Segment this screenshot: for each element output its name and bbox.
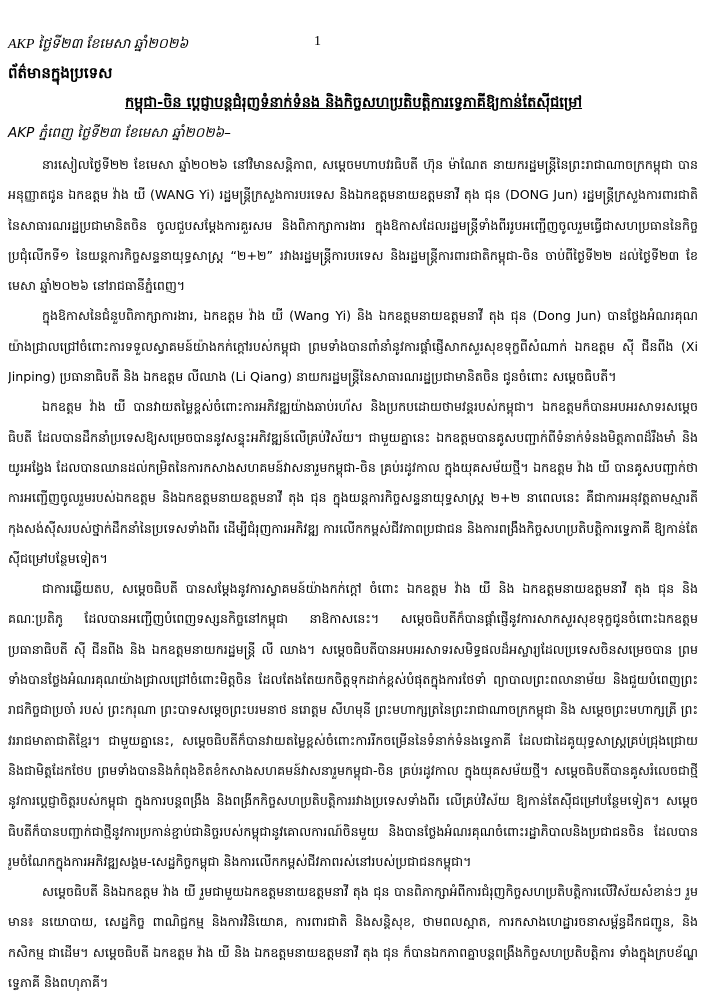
paragraph: ឯកឧត្តម វ៉ាង យី បានវាយតម្លៃខ្ពស់ចំពោះការអភិវឌ្ឍយ៉ាងឆាប់រហ័ស និងប្រកបដោយថាមវន្តរបស់កម្ពុជា។ ឯកឧត្តមក៏បានអបអរសាទរសម្តេចធិបតី ដែលបានដឹកនាំប្រទេសឱ្យសម្រេចបាននូវសន្ទុះអភិវឌ្ឍន៍លើគ្រប់វិស័យ។ ជាមួយគ្នានេះ ឯកឧត្តមបានគូសបញ្ជាក់ពីទំនាក់ទំនងមិត្តភាពដ៏រឹងមាំ និងយូរអង្វែង ដែលបានឈានដល់កម្រិតនៃការកសាងសហគមន៍វាសនារួមកម្ពុជា-ចិន គ្រប់រដូវកាល ក្នុងយុគសម័យថ្មី។ ឯកឧត្តម វ៉ាង យី បានគូសបញ្ជាក់ថា ការអញ្ជើញចូលរួមរបស់ឯកឧត្តម និងឯកឧត្តមនាយឧត្តមនាវី តុង ជុន ក្នុងយន្តការកិច្ចសន្ទនាយុទ្ធសាស្ត្រ ២+២ នាពេលនេះ គឺជាការអនុវត្តតាមស្មារតីកុងសង់ស៊ីសរបស់ថ្នាក់ដឹកនាំនៃប្រទេសទាំងពីរ ដើម្បីជំរុញការអភិវឌ្ឍ ការលើកកម្ពស់ជីវភាពប្រជាជន និងការពង្រឹងកិច្ចសហប្រតិបត្តិការទ្វេភាគី ឱ្យកាន់តែស៊ីជម្រៅបន្ថែមទៀត។ — [8, 399, 698, 566]
paragraph: ក្នុងឱកាសនៃជំនួបពិភាក្សាការងារ, ឯកឧត្តម វ៉ាង យី (Wang Yi) និង ឯកឧត្តមនាយឧត្តមនាវី តុង ជុន (Dong Jun) បានថ្លែងអំណរគុណយ៉ាងជ្រាលជ្រៅចំពោះការទទួលស្វាគមន៍យ៉ាងកក់ក្តៅរបស់កម្ពុជា ព្រមទាំងបានពាំនាំនូវការផ្តាំផ្ញើសាកសួរសុខទុក្ខពីសំណាក់ ឯកឧត្តម ស៊ី ជីនពីង (Xi Jinping) ប្រធានាធិបតី និង ឯកឧត្តម លីឈាង (Li Qiang) នាយករដ្ឋមន្ត្រីនៃសាធារណរដ្ឋប្រជាមានិតចិន ជូនចំពោះ សម្តេចធិបតី។ — [8, 308, 698, 385]
article-body — [8, 150, 698, 996]
paragraph: ជាការឆ្លើយតប, សម្តេចធិបតី បានសម្តែងនូវការស្វាគមន៍យ៉ាងកក់ក្តៅ ចំពោះ ឯកឧត្តម វ៉ាង យី និង ឯកឧត្តមនាយឧត្តមនាវី តុង ជុន និងគណៈប្រតិភូ ដែលបានអញ្ជើញបំពេញទស្សនកិច្ចនៅកម្ពុជា នាឱកាសនេះ។ សម្តេចធិបតីក៏បានផ្តាំផ្ញើនូវការសាកសួរសុខទុក្ខជូនចំពោះឯកឧត្តមប្រធានាធិបតី ស៊ី ជីនពីង និង ឯកឧត្តមនាយករដ្ឋមន្ត្រី លី ឈាង។ សម្តេចធិបតីបានអបអរសាទរសមិទ្ធផលដ៏អស្ចារ្យដែលប្រទេសចិនសម្រេចបាន ព្រមទាំងបានថ្លែងអំណរគុណយ៉ាងជ្រាលជ្រៅចំពោះមិត្តចិន ដែលតែងតែយកចិត្តទុកដាក់ខ្ពស់បំផុតក្នុងការថែទាំ ព្យាបាលព្រះពលានាម័យ និងជួយបំពេញព្រះរាជកិច្ចជាប្រចាំ របស់ ព្រះករុណា ព្រះបាទសម្តេចព្រះបរមនាថ នរោត្តម សីហមុនី ព្រះមហាក្សត្រនៃព្រះរាជាណាចក្រកម្ពុជា និង សម្តេចព្រះមហាក្សត្រី ព្រះវររាជមាតាជាតិខ្មែរ។ ជាមួយគ្នានេះ, សម្តេចធិបតីក៏បានវាយតម្លៃខ្ពស់ចំពោះការរីកចម្រើននៃទំនាក់ទំនងទ្វេភាគី ដែលជាដៃគូយុទ្ធសាស្ត្រគ្រប់ជ្រុងជ្រោយ និងជាមិត្តដែកថែប ព្រមទាំងបាននិងកំពុងខិតខំកសាងសហគមន៍វាសនារួមកម្ពុជា-ចិន គ្រប់រដូវកាល ក្នុងយុគសម័យថ្មី។ សម្តេចធិបតីបានគូសរំលេចជាថ្មីនូវការប្តេជ្ញាចិត្តរបស់កម្ពុជា ក្នុងការបន្តពង្រឹង និងពង្រីកកិច្ចសហប្រតិបត្តិការរវាងប្រទេសទាំងពីរ លើគ្រប់វិស័យ ឱ្យកាន់តែស៊ីជម្រៅបន្ថែមទៀត។ សម្តេចធិបតីក៏បានបញ្ជាក់ជាថ្មីនូវការប្រកាន់ខ្ជាប់ជានិច្ចរបស់កម្ពុជានូវគោលការណ៍ចិនមួយ និងបានថ្លែងអំណរគុណចំពោះរដ្ឋាភិបាលនិងប្រជាជនចិន ដែលបានរួមចំណែកក្នុងការអភិវឌ្ឍសង្គម-សេដ្ឋកិច្ចកម្ពុជា និងការលើកកម្ពស់ជីវភាពរស់នៅរបស់ប្រជាជនកម្ពុជា។ — [8, 581, 698, 869]
paragraph: សម្តេចធិបតី និងឯកឧត្តម វ៉ាង យី រួមជាមួយឯកឧត្តមនាយឧត្តមនាវី តុង ជុន បានពិភាក្សាអំពីការជំរុញកិច្ចសហប្រតិបត្តិការលើវិស័យសំខាន់ៗ រួមមាន៖ នយោបាយ, សេដ្ឋកិច្ច ពាណិជ្ជកម្ម និងការវិនិយោគ, ការពារជាតិ និងសន្តិសុខ, ថាមពលស្អាត, ការកសាងហេដ្ឋារចនាសម្ព័ន្ធដឹកជញ្ជូន, និងកសិកម្ម ជាដើម។ សម្តេចធិបតី ឯកឧត្តម វ៉ាង យី និង ឯកឧត្តមនាយឧត្តមនាវី តុង ជុន ក៏បានឯកភាពគ្នាបន្តពង្រឹងកិច្ចសហប្រតិបត្តិការ ទាំងក្នុងក្របខ័ណ្ឌទ្វេភាគី និងពហុភាគី។ — [8, 884, 698, 991]
page-number: 1 — [314, 34, 321, 49]
article-headline: កម្ពុជា-ចិន ប្តេជ្ញាបន្តជំរុញទំនាក់ទំនង និងកិច្ចសហប្រតិបត្តិការទ្វេភាគីឱ្យកាន់តែស៊ីជម្រៅ — [124, 95, 583, 111]
page-header — [8, 34, 698, 52]
article-dateline: AKP ភ្នំពេញ ថ្ងៃទី២៣ ខែមេសា ឆ្នាំ២០២៦– — [8, 125, 231, 141]
header-date: AKP ថ្ងៃទី២៣ ខែមេសា ឆ្នាំ២០២៦ — [8, 37, 189, 52]
paragraph: នារសៀលថ្ងៃទី២២ ខែមេសា ឆ្នាំ២០២៦ នៅវិមានសន្តិភាព, សម្តេចមហាបវរធិបតី ហ៊ុន ម៉ាណែត នាយករដ្ឋមន្ត្រីនៃព្រះរាជាណាចក្រកម្ពុជា បានអនុញ្ញាតជូន ឯកឧត្តម វ៉ាង យី (WANG Yi) រដ្ឋមន្ត្រីក្រសួងការបរទេស និងឯកឧត្តមនាយឧត្តមនាវី តុង ជុន (DONG Jun) រដ្ឋមន្ត្រីក្រសួងការពារជាតិ នៃសាធារណរដ្ឋប្រជាមានិតចិន ចូលជួបសម្តែងការគួរសម និងពិភាក្សាការងារ ក្នុងឱកាសដែលរដ្ឋមន្ត្រីទាំងពីររូបអញ្ជើញចូលរួមធ្វើជាសហប្រធាននៃកិច្ចប្រជុំលើកទី១ នៃយន្តការកិច្ចសន្ទនាយុទ្ធសាស្ត្រ “២+២” រវាងរដ្ឋមន្ត្រីការបរទេស និងរដ្ឋមន្ត្រីការពារជាតិកម្ពុជា-ចិន ចាប់ពីថ្ងៃទី២២ ដល់ថ្ងៃទី២៣ ខែមេសា ឆ្នាំ២០២៦ នៅរាជធានីភ្នំពេញ។ — [8, 157, 698, 294]
section-title: ព័ត៌មានក្នុងប្រទេស — [8, 64, 113, 82]
